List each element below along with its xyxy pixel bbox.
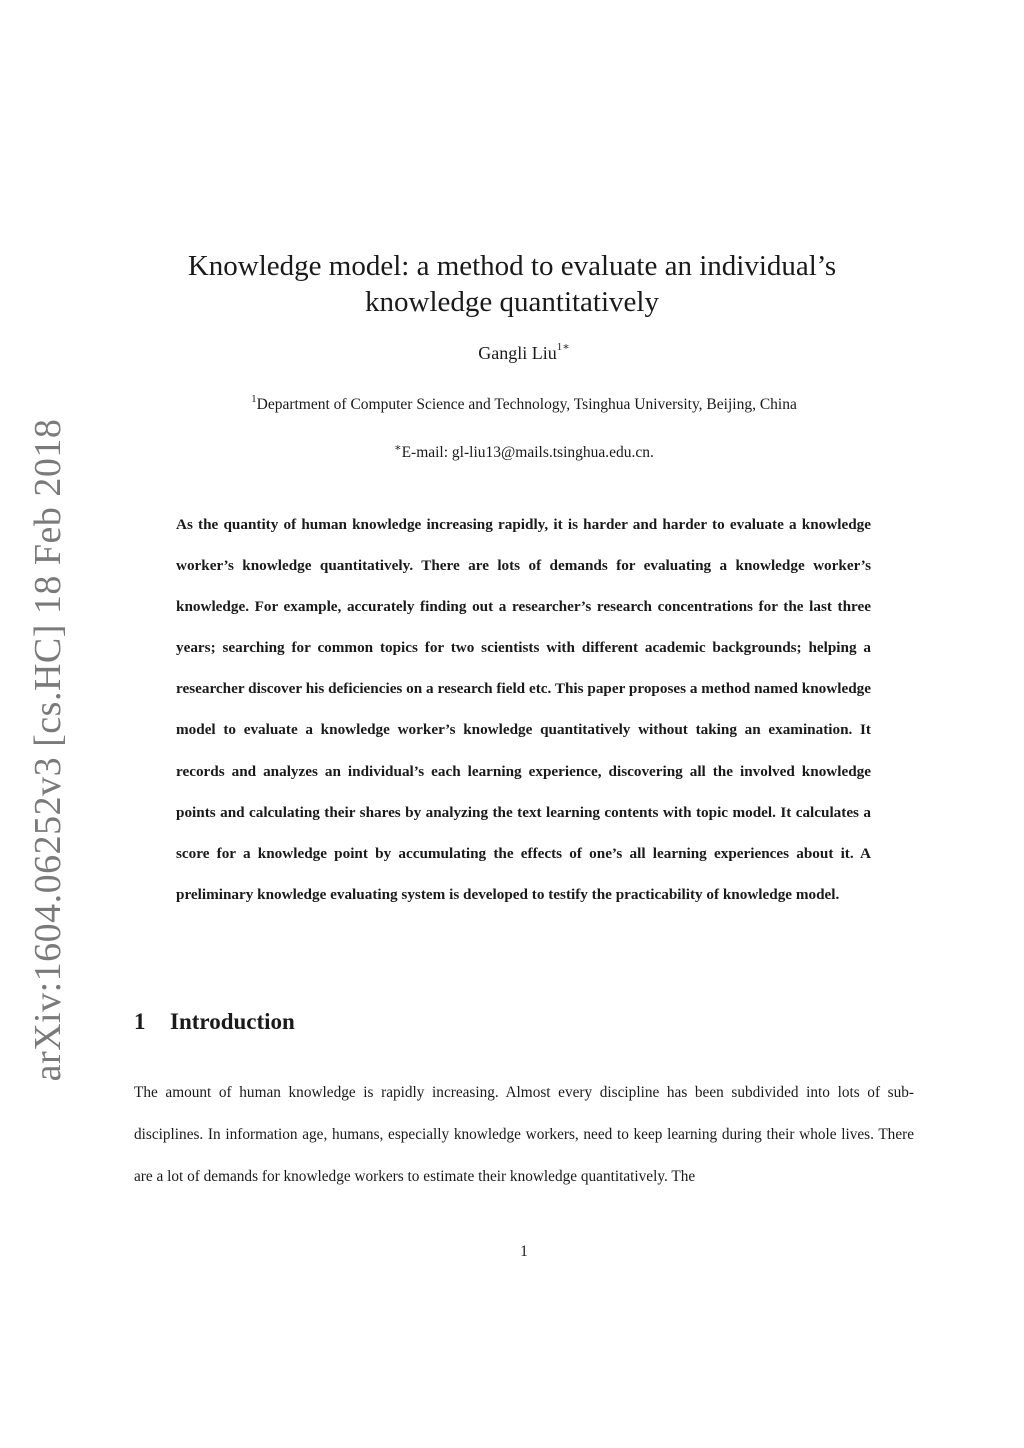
- author-line: [0, 343, 1024, 364]
- paper-title-line-1: Knowledge model: a method to evaluate an individual’s: [187, 250, 837, 282]
- paper-title-line-2: knowledge quantitatively: [365, 286, 659, 318]
- abstract-paragraph: As the quantity of human knowledge increasing rapidly, it is harder and harder to evaluate a knowledge worker’s knowledge quantitatively. There are lots of demands for evaluating a knowledge worker’s knowledge. For example, accurately finding out a researcher’s research concentrations for the last three years; searching for common topics for two scientists with different academic backgrounds; helping a researcher discover his deficiencies on a research field etc. This paper proposes a method named knowledge model to evaluate a knowledge worker’s knowledge quantitatively without taking an examination. It records and analyzes an individual’s each learning experience, discovering all the involved knowledge points and calculating their shares by analyzing the text learning contents with topic model. It calculates a score for a knowledge point by accumulating the effects of one’s all learning experiences about it. A preliminary knowledge evaluating system is developed to testify the practicability of knowledge model.: [176, 516, 871, 903]
- author-marks: 1∗: [556, 341, 570, 353]
- page-number: 1: [520, 1243, 528, 1260]
- email-text: E-mail: gl-liu13@mails.tsinghua.edu.cn.: [401, 444, 654, 461]
- section-heading-introduction: [134, 1009, 295, 1035]
- author-name: Gangli Liu: [478, 343, 557, 363]
- affiliation-mark: 1: [251, 393, 257, 405]
- section-title: Introduction: [170, 1009, 295, 1034]
- email-mark: ∗: [394, 442, 402, 454]
- introduction-paragraph: The amount of human knowledge is rapidly increasing. Almost every discipline has been subdivided into lots of sub-disciplines. In information age, humans, especially knowledge workers, need to keep learning during their whole lives. There are a lot of demands for knowledge workers to estimate their knowledge quantitatively. The: [134, 1084, 914, 1185]
- affiliation-text: Department of Computer Science and Technology, Tsinghua University, Beijing, China: [256, 396, 797, 413]
- paper-title: [0, 248, 1024, 320]
- email-line: [0, 444, 1024, 462]
- affiliation-line: [0, 393, 1024, 414]
- arxiv-identifier-stamp: arXiv:1604.06252v3 [cs.HC] 18 Feb 2018: [27, 418, 69, 1082]
- section-number: 1: [134, 1009, 146, 1034]
